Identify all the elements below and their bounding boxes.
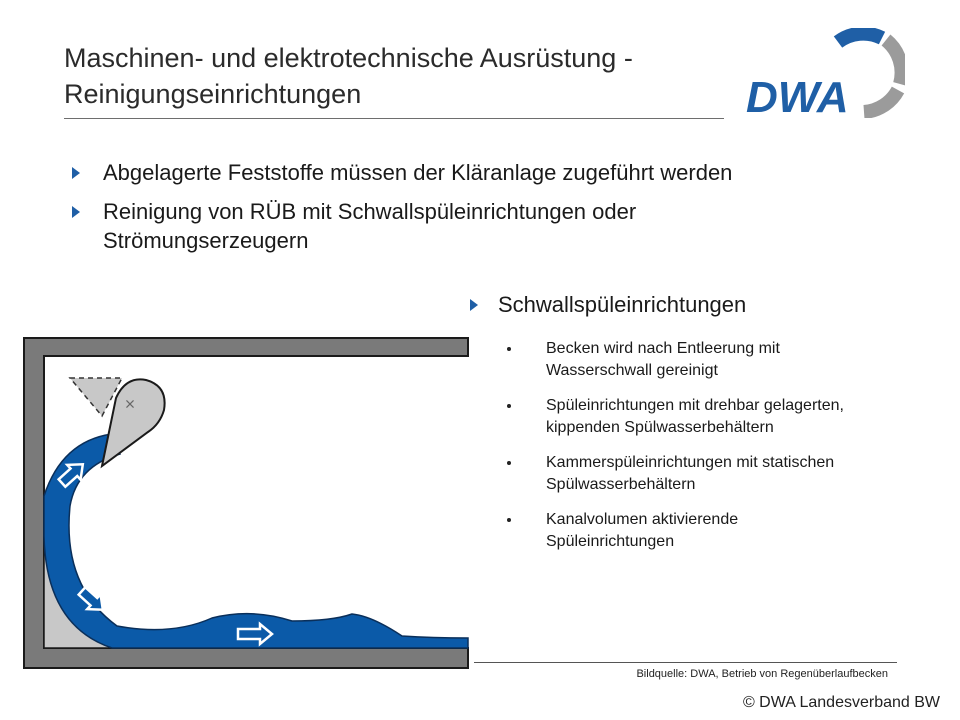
title-divider	[64, 118, 724, 119]
sub-bullet-item	[507, 509, 836, 553]
slide-title	[64, 40, 764, 112]
dot-bullet-icon	[507, 518, 511, 522]
sub-heading-text: Schwallspüleinrichtungen	[498, 292, 747, 317]
bullet-text: Abgelagerte Feststoffe müssen der Kläranlage zugeführt werden	[103, 160, 733, 185]
dot-bullet-icon	[507, 404, 511, 408]
source-divider	[474, 662, 897, 663]
bullet-text: Reinigung von RÜB mit Schwallspüleinrichtungen oder Strömungserzeugern	[103, 199, 637, 253]
image-source: Bildquelle: DWA, Betrieb von Regenüberlaufbecken	[636, 668, 888, 680]
sub-bullet-text: Spüleinrichtungen mit drehbar gelagerten, kippenden Spülwasserbehältern	[546, 397, 844, 436]
triangle-bullet-icon	[470, 299, 478, 311]
sub-heading	[468, 290, 746, 319]
sub-bullet-text: Kanalvolumen aktivierende Spüleinrichtungen	[546, 511, 739, 550]
triangle-bullet-icon	[72, 167, 80, 179]
dot-bullet-icon	[507, 461, 511, 465]
slide-title-line2: Reinigungseinrichtungen	[64, 79, 362, 109]
dwa-logo	[740, 28, 905, 118]
bullet-item	[70, 158, 930, 187]
sub-bullet-item	[507, 395, 846, 439]
copyright: © DWA Landesverband BW	[742, 694, 940, 711]
slide-title-line1: Maschinen- und elektrotechnische Ausrüstung -	[64, 43, 633, 73]
dot-bullet-icon	[507, 347, 511, 351]
triangle-bullet-icon	[72, 206, 80, 218]
water-wave	[44, 434, 468, 648]
sub-bullet-item	[507, 452, 960, 496]
bullet-item	[70, 197, 803, 255]
sub-bullet-text: Becken wird nach Entleerung mit Wasserschwall gereinigt	[546, 340, 780, 379]
sub-bullet-item	[507, 338, 876, 382]
sub-bullets	[507, 338, 947, 566]
logo-text: DWA	[746, 73, 849, 118]
flushing-basin-illustration	[22, 336, 470, 670]
sub-bullet-text: Kammerspüleinrichtungen mit statischen Spülwasserbehältern	[546, 454, 835, 493]
main-bullets	[70, 158, 930, 265]
